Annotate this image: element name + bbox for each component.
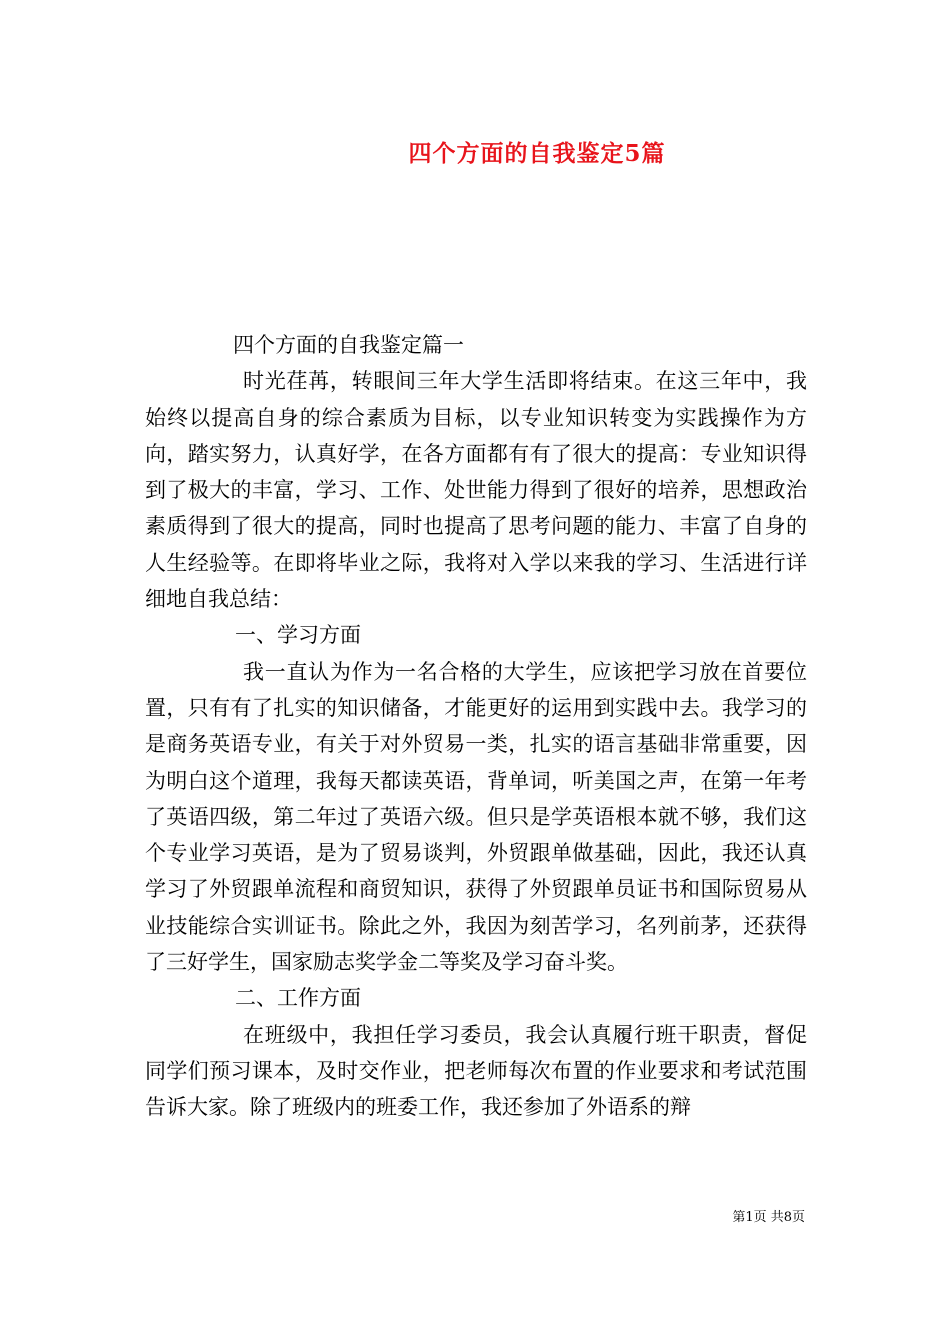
paragraph-intro: 时光荏苒，转眼间三年大学生活即将结束。在这三年中，我始终以提高自身的综合素质为目标，以专业知识转变为实践操作为方向，踏实努力，认真好学，在各方面都有有了很大的提高：专业知识得到了极大的丰富，学习、工作、处世能力得到了很好的培养，思想政治素质得到了很大的提高，同时也提高了思考问题的能力、丰富了自身的人生经验等。在即将毕业之际，我将对入学以来我的学习、生活进行详细地自我总结： <box>145 369 807 612</box>
section-title: 四个方面的自我鉴定篇一 <box>233 333 464 357</box>
document-body <box>145 327 807 1126</box>
paragraph-work: 在班级中，我担任学习委员，我会认真履行班干职责，督促同学们预习课本，及时交作业，把老师每次布置的作业要求和考试范围告诉大家。除了班级内的班委工作，我还参加了外语系的辩 <box>145 1022 807 1120</box>
paragraph-study: 我一直认为作为一名合格的大学生，应该把学习放在首要位置，只有有了扎实的知识储备，才能更好的运用到实践中去。我学习的是商务英语专业，有关于对外贸易一类，扎实的语言基础非常重要，因为明白这个道理，我每天都读英语，背单词，听美国之声，在第一年考了英语四级，第二年过了英语六级。但只是学英语根本就不够，我们这个专业学习英语，是为了贸易谈判，外贸跟单做基础，因此，我还认真学习了外贸跟单流程和商贸知识，获得了外贸跟单员证书和国际贸易从业技能综合实训证书。除此之外，我因为刻苦学习，名列前茅，还获得了三好学生，国家励志奖学金二等奖及学习奋斗奖。 <box>145 659 807 975</box>
heading-study: 一、学习方面 <box>235 623 361 648</box>
page-number: 第1页 共8页 <box>732 1210 805 1225</box>
heading-work: 二、工作方面 <box>235 986 361 1011</box>
document-title: 四个方面的自我鉴定5篇 <box>408 140 666 167</box>
